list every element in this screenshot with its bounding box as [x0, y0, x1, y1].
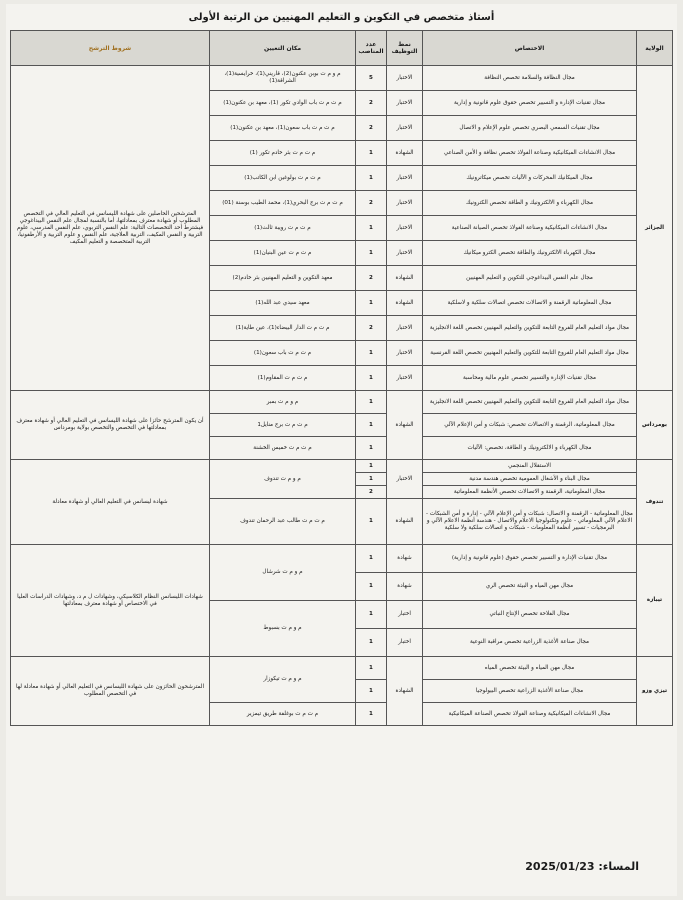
conditions-cell: شهادة ليسانس في التعليم العالي أو شهادة معادلة	[11, 460, 210, 545]
count-cell: 1	[356, 703, 387, 726]
location-cell: م ت م ت باب الوادي تكور (1)، معهد بن عكنون(1)	[210, 91, 356, 116]
mode-cell: الاختبار	[387, 341, 423, 366]
specialty-cell: مجال الكهرباء و الالكترونيك و الطاقة، تخصص: الآليات	[423, 437, 637, 460]
specialty-cell: مجال المعلوماتية الرقمنة و الاتصالات تخصص اتصالات سلكية و لاسلكية	[423, 291, 637, 316]
specialty-cell: مجال المعلوماتية - الرقمنة و الاتصال: شبكات و أمن الإعلام الآلي - إدارة و أمن الشبكات - الاعلام الآلي المعلوماتي - علوم وتكنولوجيا الاعلام والاتصال - هندسة أنظمة الاعلام الآلي و البرمجيات - تسيير أنظمة المعلومات - شبكات و اتصالات سلكية ولا سلكية	[423, 499, 637, 545]
location-cell: م ت م ت الدار البيضاء(1)، عين طاية(1)	[210, 316, 356, 341]
table-row	[11, 66, 673, 91]
publication-date: المساء: 2025/01/23	[525, 860, 639, 873]
location-cell: م ت م ت طالب عبد الرحمان تندوف	[210, 499, 356, 545]
specialty-cell: مجال النظافة والسلامة تخصص النظافة	[423, 66, 637, 91]
header-specialty: الاختصاص	[423, 31, 637, 66]
header-count: عدد المناصب	[356, 31, 387, 66]
specialty-cell: مجال مواد التعليم العام للفروع التابعة للتكوين والتعليم المهنيين تخصص اللغة الانجليزية	[423, 316, 637, 341]
location-cell: م ت م ت عين البنيان(1)	[210, 241, 356, 266]
count-cell: 1	[356, 473, 387, 486]
count-cell: 2	[356, 191, 387, 216]
specialty-cell: مجال الانشاءات الميكانيكية وصناعة الفولاذ تخصص الصيانة الصناعية	[423, 216, 637, 241]
specialty-cell: مجال مهن المياه و البيئة تخصص المياه	[423, 657, 637, 680]
state-cell: تندوف	[637, 460, 673, 545]
location-cell: م ت م ت بولوغين ابن الكاتب(1)	[210, 166, 356, 191]
count-cell: 1	[356, 657, 387, 680]
count-cell: 1	[356, 629, 387, 657]
recruitment-table	[10, 30, 673, 726]
mode-cell: الاختبار	[387, 241, 423, 266]
table-row	[11, 545, 673, 573]
table-header-row	[11, 31, 673, 66]
specialty-cell: مجال صناعة الأغذية الزراعية تخصص البيولوجيا	[423, 680, 637, 703]
header-location: مكان التعيين	[210, 31, 356, 66]
specialty-cell: مجال علم النفس البيداغوجي للتكوين و التعليم المهنيين	[423, 266, 637, 291]
specialty-cell: مجال تقنيات الإدارة والتسيير تخصص علوم مالية ومحاسبة	[423, 366, 637, 391]
specialty-cell: مجال الميكانيك المحركات و الآليات تخصص ميكاترونيك	[423, 166, 637, 191]
specialty-cell: مجال تقنيات الإدارة و التسيير تخصص حقوق (علوم قانونية و إدارية)	[423, 545, 637, 573]
conditions-cell: أن يكون المترشح حائزا على شهادة الليسانس في التعليم العالي أو شهادة معترف بمعادلتها في التخصص والتخصص بولاية بومرداس	[11, 391, 210, 460]
mode-cell: الاختبار	[387, 116, 423, 141]
count-cell: 1	[356, 366, 387, 391]
conditions-cell: المترشحين الحاصلين على شهادة الليسانس في التعليم العالي في التخصص المطلوب أو شهادة معترف بمعادلتها، أما بالنسبة لمجال علم النفس البيداغوجي فيشترط أحد التخصصات التالية: علم النفس التربوي، علم النفس المدرسي، علوم التربية و النفس المكيف، التربية العلاجية، علم النفس و علوم التربية و الأرطفونيا، التربية المتخصصة و التعليم المكيف	[11, 66, 210, 391]
count-cell: 2	[356, 486, 387, 499]
location-cell: م ت م ت باب سعون(1)	[210, 341, 356, 366]
location-cell: م ت م ت بوغلفة طريق تيمزير	[210, 703, 356, 726]
count-cell: 5	[356, 66, 387, 91]
mode-cell: الشهادة	[387, 499, 423, 545]
count-cell: 1	[356, 216, 387, 241]
conditions-cell: شهادات الليسانس النظام الكلاسيكي، وشهادات ل م د، وشهادات الدراسات العليا في الاختصاص أو شهادة معترف بمعادلتها	[11, 545, 210, 657]
mode-cell: الاختبار	[387, 166, 423, 191]
location-cell: معهد التكوين و التعليم المهنيين بئر خادم(2)	[210, 266, 356, 291]
mode-cell: شهادة	[387, 573, 423, 601]
specialty-cell: مجال صناعة الأغذية الزراعية تخصص مراقبة النوعية	[423, 629, 637, 657]
table-body	[11, 66, 673, 726]
count-cell: 2	[356, 316, 387, 341]
specialty-cell: مجال المعلوماتية، الرقمنة و الاتصالات تخصص: شبكات و أمن الإعلام الآلي	[423, 414, 637, 437]
count-cell: 1	[356, 601, 387, 629]
page-title: أستاذ متخصص في التكوين و التعليم المهنيين من الرتبة الأولى	[188, 12, 495, 23]
count-cell: 1	[356, 545, 387, 573]
count-cell: 1	[356, 166, 387, 191]
mode-cell: الشهادة	[387, 141, 423, 166]
mode-cell: شهادة	[387, 545, 423, 573]
specialty-cell: مجال تقنيات الإدارة و التسيير تخصص حقوق علوم قانونية و إدارية	[423, 91, 637, 116]
location-cell: م ت م ت باب سعون(1)، معهد بن عكنون(1)	[210, 116, 356, 141]
specialty-cell: مجال البناء و الأشغال العمومية تخصص هندسة مدنية	[423, 473, 637, 486]
count-cell: 1	[356, 141, 387, 166]
specialty-cell: مجال الكهرباء و الالكترونيك و الطاقة تخصص الكترونيك	[423, 191, 637, 216]
mode-cell: الشهادة	[387, 657, 423, 726]
mode-cell: اختبار	[387, 601, 423, 629]
mode-cell: الاختبار	[387, 66, 423, 91]
count-cell: 1	[356, 460, 387, 473]
count-cell: 1	[356, 391, 387, 414]
specialty-cell: مجال مواد التعليم العام للفروع التابعة للتكوين والتعليم المهنيين تخصص اللغة الانجليزية	[423, 391, 637, 414]
table-row	[11, 391, 673, 414]
count-cell: 1	[356, 414, 387, 437]
conditions-cell: المترشحون الحائزون على شهادة الليسانس في التعليم العالي أو شهادة معادلة لها في التخصص المطلوب	[11, 657, 210, 726]
specialty-cell: مجال الفلاحة تخصص الإنتاج النباتي	[423, 601, 637, 629]
mode-cell: الاختبار	[387, 316, 423, 341]
mode-cell: الاختبار	[387, 91, 423, 116]
location-cell: م ت م ت خميس الخشنة	[210, 437, 356, 460]
location-cell: م ت م ت المقاوم(1)	[210, 366, 356, 391]
newspaper-page	[6, 4, 677, 896]
count-cell: 2	[356, 91, 387, 116]
location-cell: م و م ت بوبن عكنون(2)، قاريني(1)، خرايسية(1)، الشراقة(1)	[210, 66, 356, 91]
count-cell: 2	[356, 266, 387, 291]
table-row	[11, 657, 673, 680]
specialty-cell: مجال مواد التعليم العام للفروع التابعة للتكوين والتعليم المهنيين تخصص اللغة الفرنسية	[423, 341, 637, 366]
location-cell: م ت م ت برج البحري(1)، محمد الطيب بوسنة (01)	[210, 191, 356, 216]
specialty-cell: مجال مهن المياه و البيئة تخصص الري	[423, 573, 637, 601]
location-cell: م ت م ت رويبة ثالث(1)	[210, 216, 356, 241]
state-cell: تيزي وزو	[637, 657, 673, 726]
header-conditions: شروط الترشح	[11, 31, 210, 66]
state-cell: تيبازة	[637, 545, 673, 657]
mode-cell: الاختبار	[387, 216, 423, 241]
state-cell: بومرداس	[637, 391, 673, 460]
location-cell: معهد سيدي عبد الله(1)	[210, 291, 356, 316]
location-cell: م و م ت بمبر	[210, 391, 356, 414]
specialty-cell: مجال المعلوماتية، الرقمنة و الاتصالات تخصص الأنظمة المعلوماتية	[423, 486, 637, 499]
mode-cell: الاختبار	[387, 366, 423, 391]
count-cell: 1	[356, 437, 387, 460]
location-cell: م و م ت تندوف	[210, 460, 356, 499]
location-cell: م ت م ت بئر خادم تكور (1)	[210, 141, 356, 166]
count-cell: 1	[356, 680, 387, 703]
specialty-cell: مجال الانشاءات الميكانيكية وصناعة الفولاذ تخصص الصناعة الميكانيكية	[423, 703, 637, 726]
specialty-cell: مجال الانشاءات الميكانيكية وصناعة الفولاذ تخصص نظافة و الأمن الصناعي	[423, 141, 637, 166]
specialty-cell: الاستقلال المنجمي	[423, 460, 637, 473]
location-cell: م و م ت شرشال	[210, 545, 356, 601]
count-cell: 1	[356, 573, 387, 601]
count-cell: 1	[356, 241, 387, 266]
mode-cell: الشهادة	[387, 291, 423, 316]
count-cell: 2	[356, 116, 387, 141]
mode-cell: الاختبار	[387, 191, 423, 216]
mode-cell: الاختبار	[387, 460, 423, 499]
specialty-cell: مجال الكهرباء الالكترونيك والطاقة تخصص الكترو ميكانيك	[423, 241, 637, 266]
count-cell: 1	[356, 341, 387, 366]
table-row	[11, 460, 673, 473]
header-mode: نمط التوظيف	[387, 31, 423, 66]
mode-cell: الشهادة	[387, 266, 423, 291]
location-cell: م و م ت تيكوزار	[210, 657, 356, 703]
location-cell: م و م ت بسبوط	[210, 601, 356, 657]
header-state: الولاية	[637, 31, 673, 66]
location-cell: م ت م ت برج منايل1	[210, 414, 356, 437]
count-cell: 1	[356, 291, 387, 316]
count-cell: 1	[356, 499, 387, 545]
specialty-cell: مجال تقنيات السمعي البصري تخصص علوم الإعلام و الاتصال	[423, 116, 637, 141]
mode-cell: اختبار	[387, 629, 423, 657]
mode-cell: الشهادة	[387, 391, 423, 460]
state-cell: الجزائر	[637, 66, 673, 391]
